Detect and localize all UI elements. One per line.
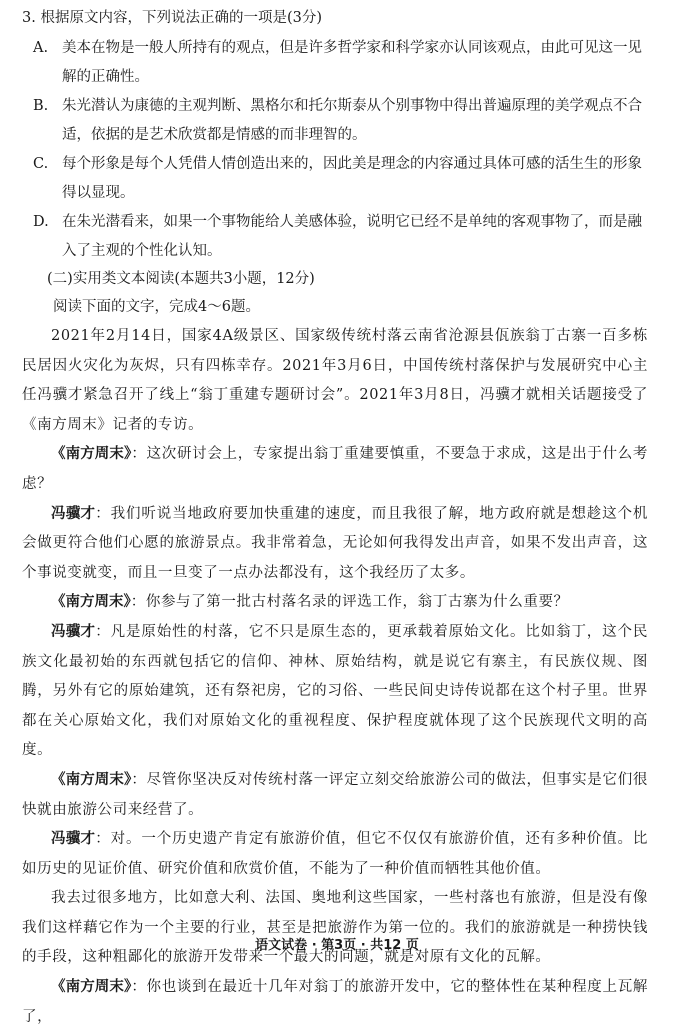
speaker-label: 《南方周末》 [51, 979, 132, 996]
question-stem: 3. 根据原文内容，下列说法正确的一项是(3分) [22, 10, 322, 26]
section-instruction: 阅读下面的文字，完成4～6题。 [53, 299, 260, 315]
article-paragraph [22, 322, 648, 440]
paragraph-text: ：尽管你坚决反对传统村落一评定立刻交给旅游公司的做法，但事实是它们很快就由旅游公司来经营了。 [22, 771, 648, 818]
paragraph-text: ：我们听说当地政府要加快重建的速度，而且我很了解，地方政府就是想趁这个机会做更符合他们心愿的旅游景点。我非常着急，无论如何我得发出声音，如果不发出声音，这个事说变就变，而且一旦变了一点办法都没有，这个我经历了太多。 [22, 505, 648, 581]
section-title: (二)实用类文本阅读(本题共3小题，12分) [47, 271, 315, 287]
reading-section [22, 266, 648, 1032]
option-b [22, 92, 648, 150]
article-paragraph [22, 618, 648, 766]
page-footer: 语文试卷 · 第3页 · 共12 页 [255, 938, 419, 953]
article-paragraph [22, 588, 648, 618]
article-paragraph [22, 766, 648, 825]
option-text: 朱光潜认为康德的主观判断、黑格尔和托尔斯泰从个别事物中得出普遍原理的美学观点不合适，依据的是艺术欣赏都是情感的而非理智的。 [62, 98, 642, 143]
option-letter: A. [33, 40, 49, 56]
option-c [22, 150, 648, 208]
paragraph-text: ：你也谈到在最近十几年对翁丁的旅游开发中，它的整体性在某种程度上瓦解了， [22, 979, 648, 1025]
article-paragraph [22, 973, 648, 1032]
article-paragraph [22, 825, 648, 884]
speaker-label: 《南方周末》 [51, 594, 131, 611]
options-list [22, 34, 648, 266]
paragraph-text: 2021年2月14日，国家4A级景区、国家级传统村落云南省沧源县佤族翁丁古寨一百多栋民居因火灾化为灰烬，只有四栋幸存。2021年3月6日，中国传统村落保护与发展研究中心主任冯骥才紧急召开了线上“翁丁重建专题研讨会”。2021年3月8日，冯骥才就相关话题接受了《南方周末》记者的专访。 [22, 328, 648, 433]
article-paragraph [22, 500, 648, 589]
option-d [22, 208, 648, 266]
paragraph-text: ：你参与了第一批古村落名录的评选工作，翁丁古寨为什么重要？ [130, 594, 569, 611]
paragraph-text: ：这次研讨会上，专家提出翁丁重建要慎重，不要急于求成，这是出于什么考虑？ [22, 446, 648, 492]
speaker-label: 《南方周末》 [51, 771, 132, 788]
speaker-label: 冯骥才 [51, 505, 96, 522]
article-paragraph [22, 884, 648, 973]
article-body [22, 322, 648, 1032]
question-3 [22, 6, 648, 266]
paragraph-text: ：凡是原始性的村落，它不只是原生态的，更承载着原始文化。比如翁丁，这个民族文化最初始的东西就包括它的信仰、神林、原始结构，就是说它有寨主，有民族仪规、图腾，另外有它的原始建筑，还有祭祀房，它的习俗、一些民间史诗传说都在这个村子里。世界都在关心原始文化，我们对原始文化的重视程度、保护程度就体现了这个民族现代文明的高度。 [22, 623, 648, 759]
option-a [22, 34, 648, 92]
speaker-label: 《南方周末》 [51, 446, 132, 463]
option-text: 每个形象是每个人凭借人情创造出来的，因此美是理念的内容通过具体可感的活生生的形象得以显现。 [62, 156, 642, 201]
paragraph-text: 我去过很多地方，比如意大利、法国、奥地利这些国家，一些村落也有旅游，但是没有像我们这样藉它作为一个主要的行业，甚至是把旅游作为第一位的。我们的旅游就是一种捞快钱的手段，这种粗鄙化的旅游开发带来一个最大的问题，就是对原有文化的瓦解。 [22, 890, 648, 966]
speaker-label: 冯骥才 [51, 623, 96, 640]
paragraph-text: ：对。一个历史遗产肯定有旅游价值，但它不仅仅有旅游价值，还有多种价值。比如历史的见证价值、研究价值和欣赏价值，不能为了一种价值而牺牲其他价值。 [22, 831, 648, 877]
option-letter: C. [33, 156, 49, 172]
option-text: 在朱光潜看来，如果一个事物能给人美感体验，说明它已经不是单纯的客观事物了，而是融入了主观的个性化认知。 [62, 214, 642, 259]
option-letter: D. [33, 214, 49, 230]
speaker-label: 冯骥才 [51, 831, 96, 848]
article-paragraph [22, 440, 648, 499]
option-letter: B. [33, 98, 49, 114]
option-text: 美本在物是一般人所持有的观点，但是许多哲学家和科学家亦认同该观点，由此可见这一见解的正确性。 [62, 40, 642, 85]
